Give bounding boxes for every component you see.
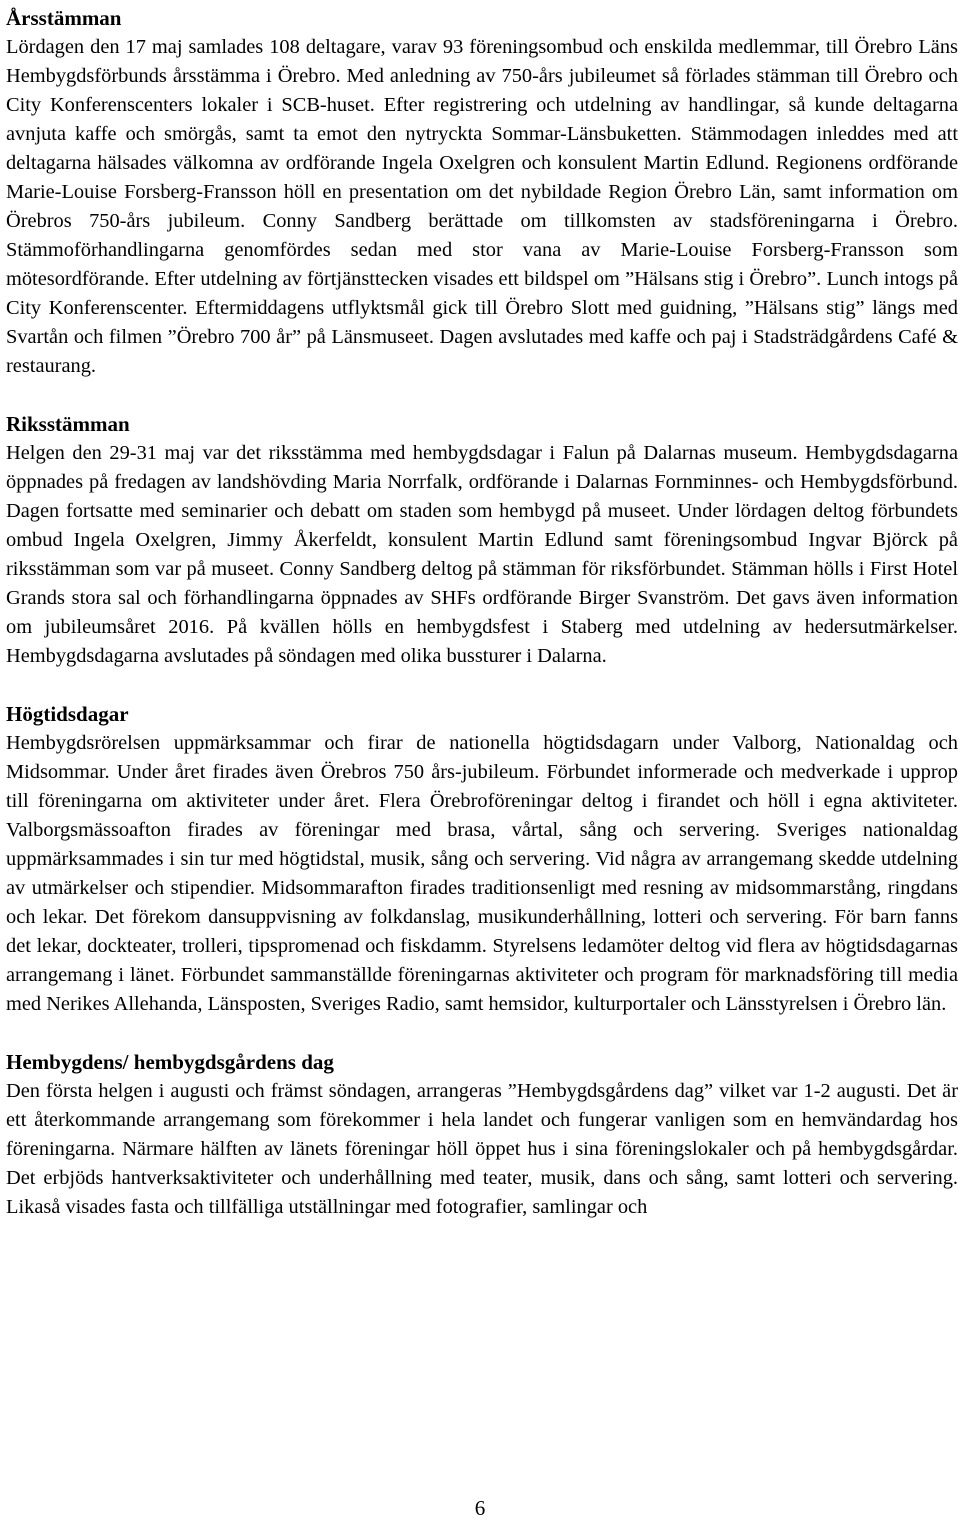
section-hembygdens-dag (6, 1048, 958, 1222)
section-heading: Riksstämman (6, 412, 130, 436)
section-heading: Högtidsdagar (6, 702, 129, 726)
section-body: Den första helgen i augusti och främst söndagen, arrangeras ”Hembygdsgårdens dag” vilket var 1-2 augusti. Det är ett återkommande arrangemang som förekommer i hela landet och fungerar vanligen som en hemvändardag hos föreningarna. Närmare hälften av länets föreningar höll öppet hus i sina föreningslokaler och på hembygdsgårdar. Det erbjöds hantverksaktiviteter och underhållning med teater, musik, dans och sång, samt lotteri och servering. Likaså visades fasta och tillfälliga utställningar med fotografier, samlingar och (6, 1080, 958, 1218)
section-hogtidsdagar (6, 700, 958, 1019)
section-body: Helgen den 29-31 maj var det riksstämma med hembygdsdagar i Falun på Dalarnas museum. Hembygdsdagarna öppnades på fredagen av landshövding Maria Norrfalk, ordförande i Dalarnas Fornminnes- och Hembygdsförbund. Dagen fortsatte med seminarier och debatt om staden som hembygd på museet. Under lördagen deltog förbundets ombud Ingela Oxelgren, Jimmy Åkerfeldt, konsulent Martin Edlund samt föreningsombud Ingvar Björck på riksstämman som var på museet. Conny Sandberg deltog på stämman för riksförbundet. Stämman hölls i First Hotel Grands stora sal och förhandlingarna öppnades av SHFs ordförande Birger Svanström. Det gavs även information om jubileumsåret 2016. På kvällen hölls en hembygdsfest i Staberg med utdelning av hedersutmärkelser. Hembygdsdagarna avslutades på söndagen med olika bussturer i Dalarna. (6, 442, 958, 667)
section-riksstamman (6, 410, 958, 671)
section-body: Lördagen den 17 maj samlades 108 deltagare, varav 93 föreningsombud och enskilda medlemmar, till Örebro Läns Hembygdsförbunds årsstämma i Örebro. Med anledning av 750-års jubileumet så förlades stämman till Örebro och City Konferenscenters lokaler i SCB-huset. Efter registrering och utdelning av handlingar, så kunde deltagarna avnjuta kaffe och smörgås, samt ta emot den nytryckta Sommar-Länsbuketten. Stämmodagen inleddes med att deltagarna hälsades välkomna av ordförande Ingela Oxelgren och konsulent Martin Edlund. Regionens ordförande Marie-Louise Forsberg-Fransson höll en presentation om det nybildade Region Örebro Län, samt information om Örebros 750-års jubileum. Conny Sandberg berättade om tillkomsten av stadsföreningarna i Örebro. Stämmoförhandlingarna genomfördes sedan med stor vana av Marie-Louise Forsberg-Fransson som mötesordförande. Efter utdelning av förtjänsttecken visades ett bildspel om ”Hälsans stig i Örebro”. Lunch intogs på City Konferenscenter. Eftermiddagens utflyktsmål gick till Örebro Slott med guidning, ”Hälsans stig” längs med Svartån och filmen ”Örebro 700 år” på Länsmuseet. Dagen avslutades med kaffe och paj i Stadsträdgårdens Café & restaurang. (6, 36, 958, 377)
section-body: Hembygdsrörelsen uppmärksammar och firar de nationella högtidsdagarn under Valborg, Nationaldag och Midsommar. Under året firades även Örebros 750 års-jubileum. Förbundet informerade och medverkade i upprop till föreningarna om aktiviteter under året. Flera Örebroföreningar deltog i firandet och höll i egna aktiviteter. Valborgsmässoafton firades av föreningar med brasa, vårtal, sång och servering. Sveriges nationaldag uppmärksammades i sin tur med högtidstal, musik, sång och servering. Vid några av arrangemang skedde utdelning av utmärkelser och stipendier. Midsommarafton firades traditionsenligt med resning av midsommarstång, ringdans och lekar. Det förekom dansuppvisning av folkdanslag, musikunderhållning, lotteri och servering. För barn fanns det lekar, dockteater, trolleri, tipspromenad och fiskdamm. Styrelsens ledamöter deltog vid flera av högtidsdagarnas arrangemang i länet. Förbundet sammanställde föreningarnas aktiviteter och program för marknadsföring till media med Nerikes Allehanda, Länsposten, Sveriges Radio, samt hemsidor, kulturportaler och Länsstyrelsen i Örebro län. (6, 732, 958, 1015)
document-page (6, 4, 958, 1251)
section-heading: Hembygdens/ hembygdsgårdens dag (6, 1050, 334, 1074)
page-number: 6 (474, 1496, 486, 1520)
section-heading: Årsstämman (6, 6, 122, 30)
section-arsstamman (6, 4, 958, 381)
